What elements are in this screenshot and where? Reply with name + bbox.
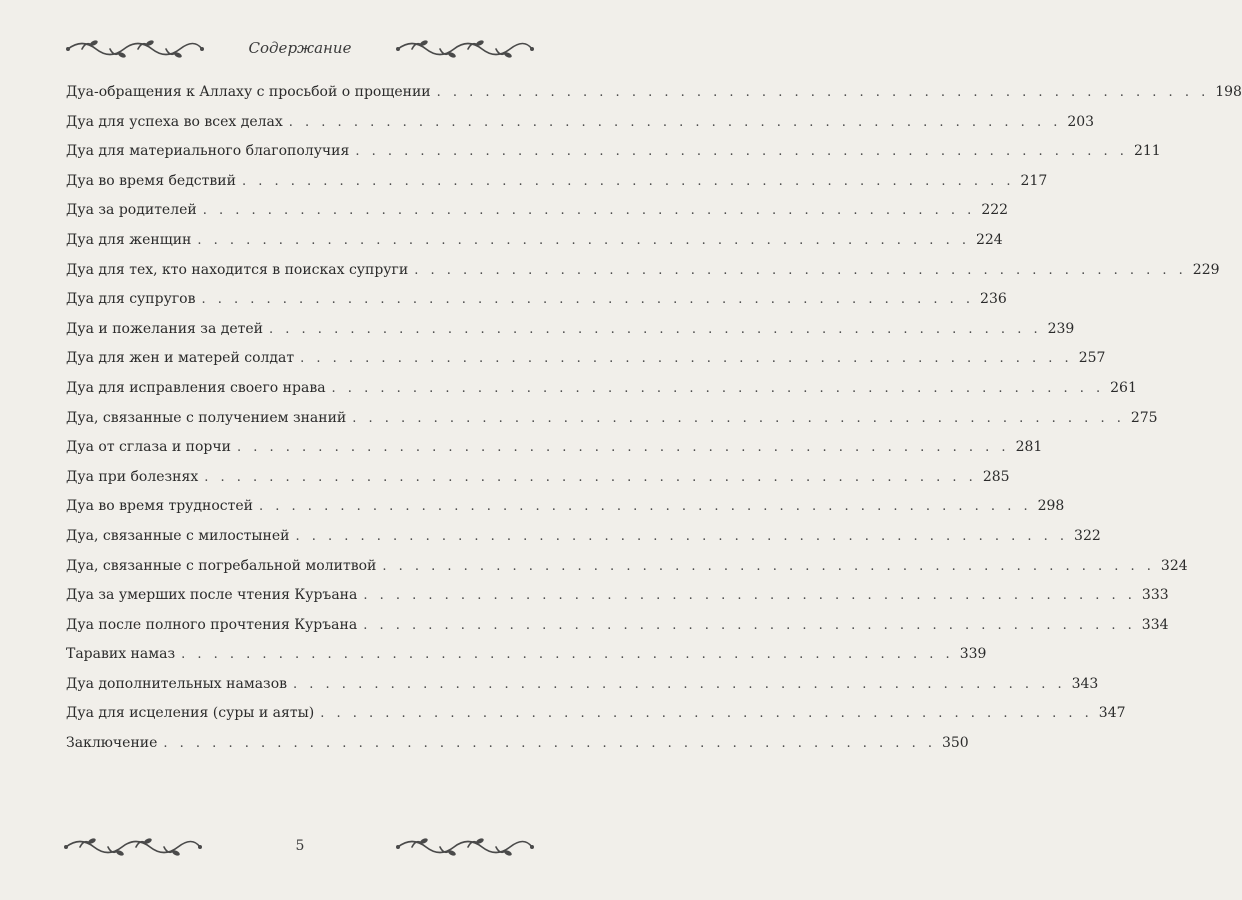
toc-entry-page: 257 [1078, 350, 1106, 367]
toc-leader-dots: . . . . . . . . . . . . . . . . . . . . . . . . . . . . . . . . . . . . . . . . . . . . . . . . [163, 736, 936, 752]
toc-leader-dots: . . . . . . . . . . . . . . . . . . . . . . . . . . . . . . . . . . . . . . . . . . . . . . . . [331, 380, 1105, 396]
toc-entry-title: Дуа от сглаза и порчи [66, 439, 231, 456]
toc-entry-title: Дуа, связанные с погребальной молитвой [66, 557, 377, 574]
toc-entry [66, 256, 1220, 286]
toc-entry-title: Дуа после полного прочтения Куръана [66, 616, 358, 633]
toc-leader-dots: . . . . . . . . . . . . . . . . . . . . . . . . . . . . . . . . . . . . . . . . . . . . . . . . [414, 262, 1187, 278]
toc-entry-title: Дуа для исцеления (суры и аяты) [66, 705, 315, 722]
toc-entry-page: 350 [941, 735, 969, 752]
toc-entry-page: 347 [1098, 705, 1126, 722]
toc-leader-dots: . . . . . . . . . . . . . . . . . . . . . . . . . . . . . . . . . . . . . . . . . . . . . . . . [363, 617, 1136, 633]
page-number: 5 [295, 838, 305, 854]
toc-entry [66, 433, 1043, 463]
toc-entry-title: Дуа-обращения к Аллаху с просьбой о прощении [66, 84, 431, 100]
toc-leader-dots: . . . . . . . . . . . . . . . . . . . . . . . . . . . . . . . . . . . . . . . . . . . . . . . . [259, 499, 1032, 515]
toc-leader-dots: . . . . . . . . . . . . . . . . . . . . . . . . . . . . . . . . . . . . . . . . . . . . . . . . [236, 440, 1010, 456]
toc-entry [66, 285, 1007, 315]
toc-entry-page: 334 [1141, 616, 1169, 633]
page-footer [60, 832, 540, 862]
toc-entry-page: 203 [1067, 113, 1095, 130]
toc-entry [66, 226, 1003, 256]
toc-entry [66, 463, 1010, 493]
toc-entry [66, 552, 1188, 582]
toc-entry-title: Дуа, связанные с получением знаний [66, 409, 347, 426]
toc-entry-page: 229 [1192, 261, 1220, 278]
toc-entry [66, 78, 1242, 108]
toc-entry-page: 239 [1047, 320, 1075, 337]
toc-entry-title: Заключение [66, 735, 158, 752]
toc-entry-title: Дуа и пожелания за детей [66, 320, 264, 337]
toc-entry [66, 729, 969, 759]
floral-ornament-icon [394, 36, 536, 62]
toc-entry [66, 522, 1101, 552]
toc-entry-page: 261 [1110, 379, 1137, 396]
toc-entry-page: 222 [981, 202, 1009, 219]
toc-entry [66, 670, 1099, 700]
toc-entry-title: Дуа, связанные с милостыней [66, 527, 290, 544]
toc-entry-page: 281 [1015, 439, 1043, 456]
toc-leader-dots: . . . . . . . . . . . . . . . . . . . . . . . . . . . . . . . . . . . . . . . . . . . . . . . . [293, 676, 1066, 692]
toc-entry [66, 108, 1095, 138]
toc-leader-dots: . . . . . . . . . . . . . . . . . . . . . . . . . . . . . . . . . . . . . . . . . . . . . . . . [436, 85, 1210, 100]
toc-leader-dots: . . . . . . . . . . . . . . . . . . . . . . . . . . . . . . . . . . . . . . . . . . . . . . . . [320, 706, 1093, 722]
toc-entry-title: Дуа во время трудностей [66, 498, 254, 515]
toc-entry-page: 198 [1215, 84, 1242, 100]
toc-entry-title: Таравих намаз [66, 646, 176, 663]
toc-entry-page: 322 [1074, 527, 1101, 544]
toc-entry-title: Дуа при болезнях [66, 468, 199, 485]
toc-leader-dots: . . . . . . . . . . . . . . . . . . . . . . . . . . . . . . . . . . . . . . . . . . . . . . . . [202, 203, 976, 219]
toc-leader-dots: . . . . . . . . . . . . . . . . . . . . . . . . . . . . . . . . . . . . . . . . . . . . . . . . [382, 558, 1155, 574]
toc-entry-title: Дуа за умерших после чтения Куръана [66, 587, 358, 604]
toc-entry-page: 236 [980, 291, 1007, 308]
toc-leader-dots: . . . . . . . . . . . . . . . . . . . . . . . . . . . . . . . . . . . . . . . . . . . . . . . . [241, 173, 1015, 189]
toc-entry-page: 224 [975, 231, 1003, 248]
toc-entry-page: 343 [1071, 675, 1099, 692]
toc-leader-dots: . . . . . . . . . . . . . . . . . . . . . . . . . . . . . . . . . . . . . . . . . . . . . . . . [295, 528, 1069, 544]
toc-entry-page: 211 [1133, 143, 1161, 160]
toc-entry [66, 699, 1126, 729]
toc-entry-page: 275 [1130, 409, 1158, 426]
toc-leader-dots: . . . . . . . . . . . . . . . . . . . . . . . . . . . . . . . . . . . . . . . . . . . . . . . . [269, 321, 1042, 337]
toc-entry-page: 333 [1141, 587, 1169, 604]
toc-entry [66, 137, 1161, 167]
floral-ornament-icon [394, 834, 536, 860]
toc-entry-title: Дуа за родителей [66, 202, 197, 219]
toc-leader-dots: . . . . . . . . . . . . . . . . . . . . . . . . . . . . . . . . . . . . . . . . . . . . . . . . [201, 292, 975, 308]
section-title: Содержание [248, 39, 352, 57]
toc-entry [66, 167, 1048, 197]
toc-entry-title: Дуа для супругов [66, 291, 196, 308]
toc-entry-title: Дуа для женщин [66, 231, 192, 248]
toc-entry-page: 298 [1037, 498, 1065, 515]
toc-entry-page: 339 [959, 646, 987, 663]
toc-entry [66, 492, 1065, 522]
toc-leader-dots: . . . . . . . . . . . . . . . . . . . . . . . . . . . . . . . . . . . . . . . . . . . . . . . . [363, 588, 1136, 604]
toc-entry [66, 315, 1075, 345]
toc-leader-dots: . . . . . . . . . . . . . . . . . . . . . . . . . . . . . . . . . . . . . . . . . . . . . . . . [355, 144, 1128, 160]
toc-entry-title: Дуа во время бедствий [66, 172, 236, 189]
toc-entry [66, 374, 1137, 404]
toc-entry-title: Дуа для жен и матерей солдат [66, 350, 295, 367]
toc-entry-title: Дуа дополнительных намазов [66, 675, 288, 692]
toc-leader-dots: . . . . . . . . . . . . . . . . . . . . . . . . . . . . . . . . . . . . . . . . . . . . . . . . [197, 232, 970, 248]
toc-leader-dots: . . . . . . . . . . . . . . . . . . . . . . . . . . . . . . . . . . . . . . . . . . . . . . . . [204, 469, 977, 485]
toc-leader-dots: . . . . . . . . . . . . . . . . . . . . . . . . . . . . . . . . . . . . . . . . . . . . . . . . [288, 114, 1062, 130]
page-header [60, 32, 540, 66]
toc-entry [66, 196, 1009, 226]
toc-entry-title: Дуа для материального благополучия [66, 143, 350, 160]
toc-entry-page: 285 [982, 468, 1010, 485]
toc-entry [66, 611, 1169, 641]
toc-entry-page: 324 [1160, 557, 1188, 574]
toc-entry-page: 217 [1020, 172, 1048, 189]
toc-leader-dots: . . . . . . . . . . . . . . . . . . . . . . . . . . . . . . . . . . . . . . . . . . . . . . . . [181, 647, 954, 663]
toc-entry [66, 581, 1169, 611]
toc-entry-title: Дуа для тех, кто находится в поисках супруги [66, 261, 409, 278]
toc-entry-title: Дуа для успеха во всех делах [66, 113, 283, 130]
table-of-contents [66, 78, 1242, 759]
toc-leader-dots: . . . . . . . . . . . . . . . . . . . . . . . . . . . . . . . . . . . . . . . . . . . . . . . . [352, 410, 1125, 426]
toc-entry-title: Дуа для исправления своего нрава [66, 379, 326, 396]
toc-leader-dots: . . . . . . . . . . . . . . . . . . . . . . . . . . . . . . . . . . . . . . . . . . . . . . . . [300, 351, 1073, 367]
toc-entry [66, 344, 1106, 374]
toc-entry [66, 640, 987, 670]
toc-entry [66, 404, 1158, 434]
